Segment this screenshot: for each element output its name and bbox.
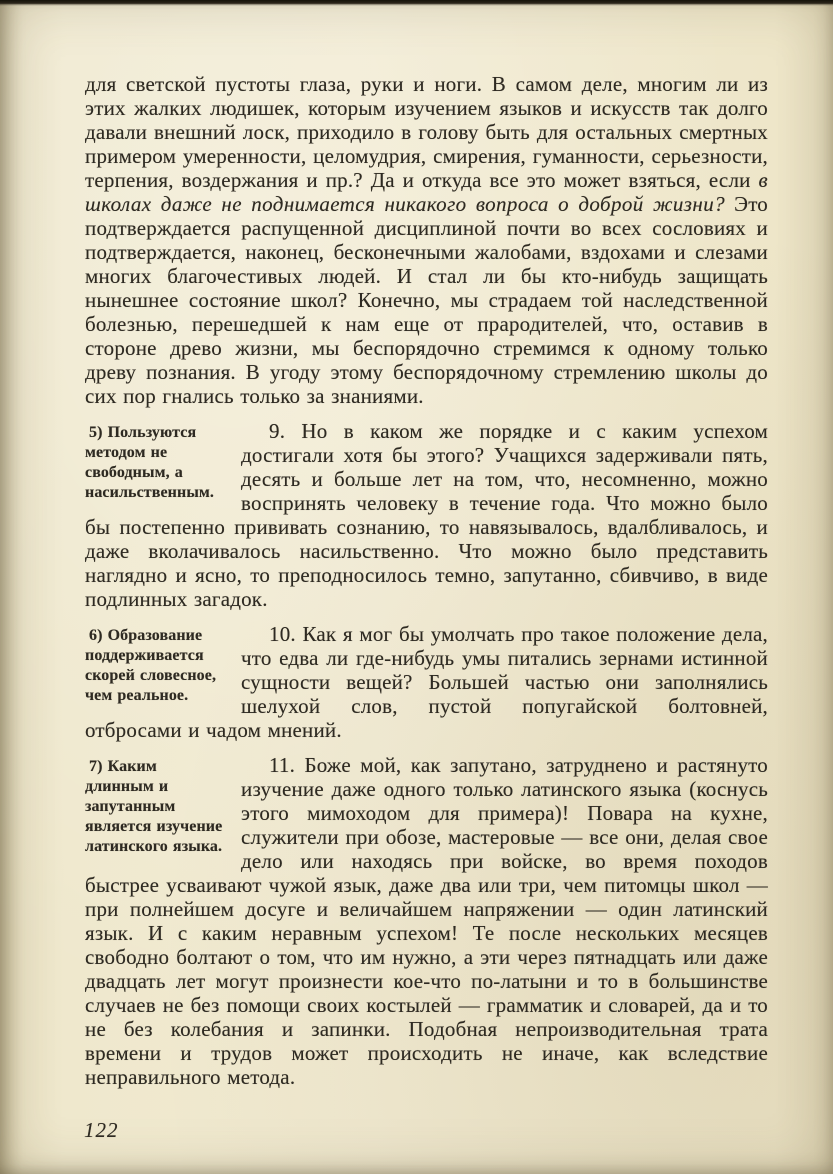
page-text-block <box>85 72 768 1089</box>
section-paragraph-11 <box>85 753 768 1089</box>
margin-note-7: 7) Каким длинным и запутанным является изучение латинского языка. <box>85 758 223 855</box>
intro-italic-phrase: в школах даже не поднимается никакого вопроса о доброй жизни? <box>85 168 768 216</box>
section-paragraph-9 <box>85 419 768 611</box>
paragraph-10: 10. Как я мог бы умолчать про такое положение дела, что едва ли где-нибудь умы питались зернами истинной сущности вещей? Большей частью они заполнялись шелухой слов, пустой попугайской болтовней, отбросами и чадом мнений. <box>85 622 768 742</box>
intro-text-after-italic: Это подтверждается распущенной дисциплиной почти во всех сословиях и подтверждается, наконец, бесконечными жалобами, вздохами и слезами многих благочестивых людей. И стал ли бы кто-нибудь защищать нынешнее состояние школ? Конечно, мы страдаем той наследственной болезнью, перешедшей к нам еще от прародителей, что, оставив в стороне древо жизни, мы беспорядочно стремимся к одному только древу познания. В угоду этому беспорядочному стремлению школы до сих пор гнались только за знаниями. <box>85 192 768 408</box>
scan-edge-top <box>0 0 833 6</box>
margin-note-6: 6) Образование поддерживается скорей словесное, чем реальное. <box>85 627 217 704</box>
intro-text-before-italic: для светской пустоты глаза, руки и ноги. В самом деле, многим ли из этих жалких людишек, которым изучением языков и искусств так долго давали внешний лоск, приходило в голову быть для остальных смертных примером умеренности, целомудрия, смирения, гуманности, серьезности, терпения, воздержания и пр.? Да и откуда все это может взяться, если <box>85 72 768 192</box>
paragraph-11: 11. Боже мой, как запутано, затруднено и растянуто изучение даже одного только латинского языка (коснусь этого мимоходом для примера)! Повара на кухне, служители при обозе, мастеровые — все они, делая свое дело или находясь при войске, во время походов быстрее усваивают чужой язык, даже два или три, чем питомцы школ — при полнейшем досуге и величайшем напряжении — один латинский язык. И с каким неравным успехом! Те после нескольких месяцев свободно болтают о том, что им нужно, а эти через пятнадцать или даже двадцать лет могут произнести кое-что по-латыни и то в большинстве случаев не без помощи своих костылей — грамматик и словарей, да и то не без колебания и запинки. Подобная непроизводительная трата времени и трудов может происходить не иначе, как вследствие неправильного метода. <box>85 753 768 1089</box>
page-number: 122 <box>84 1118 119 1142</box>
paragraph-intro <box>85 72 768 408</box>
paragraph-9: 9. Но в каком же порядке и с каким успехом достигали хотя бы этого? Учащихся задерживали пять, десять и больше лет на том, что, несомненно, можно воспринять человеку в течение года. Что можно было бы постепенно прививать сознанию, то навязывалось, вдалбливалось, и даже вколачивалось насильственно. Что можно было представить наглядно и ясно, то преподносилось темно, запутанно, сбивчиво, в виде подлинных загадок. <box>85 419 768 611</box>
section-paragraph-10 <box>85 622 768 742</box>
margin-note-5: 5) Пользуются методом не свободным, а насильственным. <box>85 424 215 501</box>
